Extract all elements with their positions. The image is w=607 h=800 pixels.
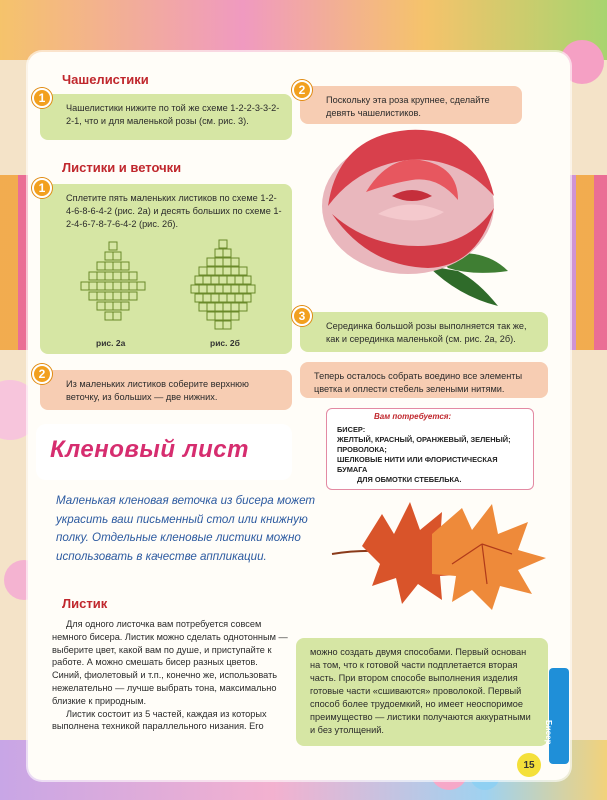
page-number: 15 <box>517 753 541 777</box>
left-body-text <box>52 618 288 733</box>
step-number: 1 <box>32 88 52 108</box>
materials-line-1: БИСЕР: <box>337 425 366 434</box>
step-number: 3 <box>292 306 312 326</box>
right-body-text: можно создать двумя способами. Первый основан на том, что к готовой части подплетается вторая часть. При втором способе выполнения изделия готовые части «сшиваются» проволокой. Первый способ более трудоемкий, но имеет неоспоримое преимущество — листики получаются аккуратными и без утолщений. <box>310 647 531 735</box>
figure-caption-2a: рис. 2а <box>96 338 126 348</box>
section-heading-listiki: Листики и веточки <box>62 160 182 175</box>
section-title-maple: Кленовый лист <box>50 436 249 463</box>
final-note-text: Теперь осталось собрать воедино все элементы цветка и оплести стебель зелеными нитями. <box>314 371 523 394</box>
side-tab <box>544 668 569 764</box>
section-heading-chashelistiki: Чашелистики <box>62 72 149 87</box>
step-text: Поскольку эта роза крупнее, сделайте девять чашелистиков. <box>326 95 490 118</box>
step-box-listiki-2 <box>38 366 292 410</box>
step-text: Серединка большой розы выполняется так же, как и серединка маленькой (см. рис. 2а, 2б). <box>326 321 527 344</box>
beaded-maple-leaf-image <box>322 494 552 614</box>
side-tab-label: Бисер <box>544 720 553 745</box>
materials-line-2: ЖЕЛТЫЙ, КРАСНЫЙ, ОРАНЖЕВЫЙ, ЗЕЛЕНЫЙ; <box>337 435 511 444</box>
left-paragraph-1: Для одного листочка вам потребуется совсем немного бисера. Листик можно сделать однотонным — выберите цвет, какой вам по душе, и приступайте к работе. А можно смешать бисер разных цветов. Синий, фиолетовый и т.п., конечно же, использовать нежелательно — лучше выбрать тона, максимально близкие к природным. <box>52 619 288 706</box>
materials-title-text: Вам потребуется: <box>374 412 452 421</box>
step-box-rose-3 <box>298 308 548 352</box>
step-number: 2 <box>292 80 312 100</box>
materials-line-4: ШЕЛКОВЫЕ НИТИ ИЛИ ФЛОРИСТИЧЕСКАЯ БУМАГА <box>337 455 498 474</box>
bead-scheme-2b <box>188 238 258 334</box>
materials-line-3: ПРОВОЛОКА; <box>337 445 387 454</box>
top-decor <box>0 0 607 60</box>
left-paragraph-2: Листик состоит из 5 частей, каждая из которых выполнена техникой параллельного низания. Его <box>52 708 267 732</box>
materials-line-5: ДЛЯ ОБМОТКИ СТЕБЕЛЬКА. <box>357 475 462 484</box>
step-text: Из маленьких листиков соберите верхнюю веточку, из больших — две нижних. <box>66 379 249 402</box>
final-note-box <box>300 362 548 398</box>
step-number: 2 <box>32 364 52 384</box>
beaded-rose-image <box>308 96 538 316</box>
right-body-box <box>296 638 548 746</box>
bead-scheme-2a <box>78 240 148 332</box>
step-text: Сплетите пять маленьких листиков по схеме 1-2-4-6-8-6-4-2 (рис. 2а) и десять больших по схеме 1-2-4-6-7-8-7-6-4-2 (рис. 2б). <box>66 193 282 229</box>
materials-title <box>368 412 451 421</box>
step-box-chashelistiki-1 <box>38 90 292 140</box>
section-heading-listik: Листик <box>62 596 108 611</box>
step-number: 1 <box>32 178 52 198</box>
figure-caption-2b: рис. 2б <box>210 338 240 348</box>
step-text: Чашелистики нижите по той же схеме 1-2-2-3-3-2-2-1, что и для маленькой розы (см. рис. 3). <box>66 103 280 126</box>
maple-intro: Маленькая кленовая веточка из бисера может украсить ваш письменный стол или книжную полку. Отдельные кленовые листики можно использовать в качестве аппликации. <box>56 494 316 563</box>
